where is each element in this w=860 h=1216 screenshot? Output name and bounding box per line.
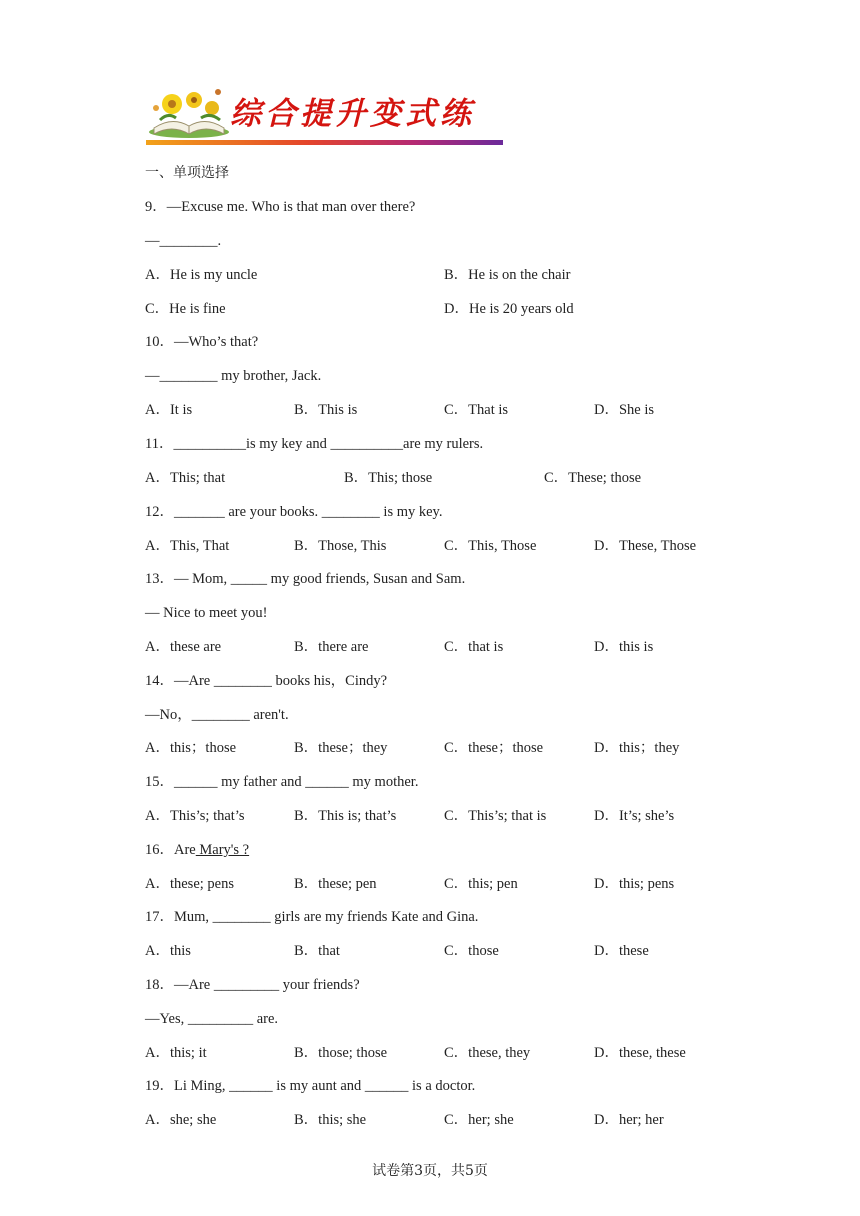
option-18d[interactable]: D．these, these xyxy=(594,1045,686,1061)
option-19c[interactable]: C．her; she xyxy=(444,1112,514,1128)
question-16: 16．Are Mary's ? xyxy=(145,842,250,858)
option-14b[interactable]: B．these；they xyxy=(294,740,388,756)
option-11c[interactable]: C．These; those xyxy=(544,470,642,486)
question-10-reply: —________ my brother, Jack. xyxy=(145,368,322,384)
option-16d[interactable]: D．this; pens xyxy=(594,876,675,892)
option-18b[interactable]: B．those; those xyxy=(294,1045,388,1061)
question-13: 13．— Mom, _____ my good friends, Susan and Sam. xyxy=(145,571,466,587)
question-12: 12．_______ are your books. ________ is my key. xyxy=(145,504,443,520)
question-14: 14．—Are ________ books his，Cindy? xyxy=(145,673,388,689)
question-15: 15．______ my father and ______ my mother. xyxy=(145,774,419,790)
option-16c[interactable]: C．this; pen xyxy=(444,876,518,892)
question-9-reply: —________. xyxy=(145,233,222,249)
option-14d[interactable]: D．this；they xyxy=(594,740,680,756)
option-19b[interactable]: B．this; she xyxy=(294,1112,367,1128)
option-19d[interactable]: D．her; her xyxy=(594,1112,664,1128)
open-book-flowers-icon xyxy=(146,82,232,140)
banner-divider xyxy=(146,140,503,145)
option-12a[interactable]: A．This, That xyxy=(145,538,230,554)
option-15c[interactable]: C．This’s; that is xyxy=(444,808,547,824)
option-19a[interactable]: A．she; she xyxy=(145,1112,217,1128)
option-15d[interactable]: D．It’s; she’s xyxy=(594,808,675,824)
option-14a[interactable]: A．this；those xyxy=(145,740,237,756)
banner-title: 综合提升变式练 xyxy=(230,96,475,132)
question-19: 19．Li Ming, ______ is my aunt and ______ is a doctor. xyxy=(145,1078,476,1094)
question-18: 18．—Are _________ your friends? xyxy=(145,977,360,993)
section-banner xyxy=(146,82,506,148)
option-10b[interactable]: B．This is xyxy=(294,402,358,418)
option-10d[interactable]: D．She is xyxy=(594,402,655,418)
option-17b[interactable]: B．that xyxy=(294,943,340,959)
question-10: 10．—Who’s that? xyxy=(145,334,259,350)
option-18a[interactable]: A．this; it xyxy=(145,1045,207,1061)
option-13c[interactable]: C．that is xyxy=(444,639,504,655)
question-14-reply: —No，________ aren't. xyxy=(145,707,289,723)
option-13d[interactable]: D．this is xyxy=(594,639,654,655)
option-13b[interactable]: B．there are xyxy=(294,639,369,655)
option-16b[interactable]: B．these; pen xyxy=(294,876,377,892)
option-11a[interactable]: A．This; that xyxy=(145,470,226,486)
option-9c[interactable]: C．He is fine xyxy=(145,301,226,317)
option-13a[interactable]: A．these are xyxy=(145,639,222,655)
option-17c[interactable]: C．those xyxy=(444,943,499,959)
question-13-reply: — Nice to meet you! xyxy=(145,605,268,621)
question-11: 11．__________is my key and __________are my rulers. xyxy=(145,436,484,452)
question-18-reply: —Yes, _________ are. xyxy=(145,1011,279,1027)
page-footer: 试卷第3页，共5页 xyxy=(372,1163,488,1179)
option-12d[interactable]: D．These, Those xyxy=(594,538,697,554)
option-16a[interactable]: A．these; pens xyxy=(145,876,234,892)
option-15b[interactable]: B．This is; that’s xyxy=(294,808,397,824)
option-17d[interactable]: D．these xyxy=(594,943,649,959)
option-18c[interactable]: C．these, they xyxy=(444,1045,531,1061)
option-10c[interactable]: C．That is xyxy=(444,402,509,418)
option-17a[interactable]: A．this xyxy=(145,943,191,959)
option-11b[interactable]: B．This; those xyxy=(344,470,433,486)
option-9a[interactable]: A．He is my uncle xyxy=(145,267,258,283)
option-9d[interactable]: D．He is 20 years old xyxy=(444,301,574,317)
option-10a[interactable]: A．It is xyxy=(145,402,193,418)
question-17: 17．Mum, ________ girls are my friends Kate and Gina. xyxy=(145,909,479,925)
option-12b[interactable]: B．Those, This xyxy=(294,538,387,554)
option-9b[interactable]: B．He is on the chair xyxy=(444,267,571,283)
option-15a[interactable]: A．This’s; that’s xyxy=(145,808,245,824)
section-title: 一、单项选择 xyxy=(145,165,229,181)
option-14c[interactable]: C．these；those xyxy=(444,740,544,756)
option-12c[interactable]: C．This, Those xyxy=(444,538,537,554)
question-9: 9．—Excuse me. Who is that man over there? xyxy=(145,199,416,215)
